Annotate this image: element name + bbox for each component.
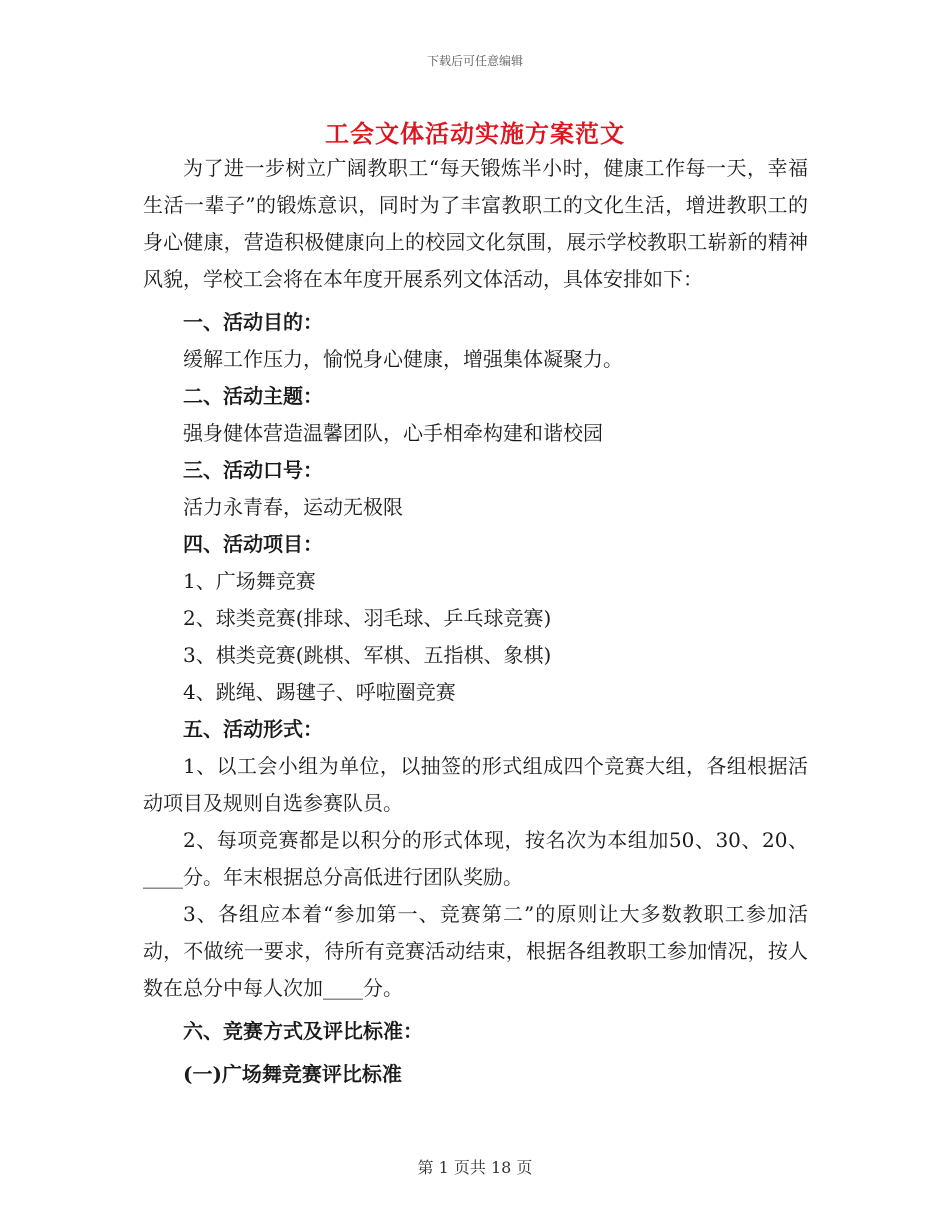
list-item: 2、球类竞赛(排球、羽毛球、乒乓球竞赛) <box>183 606 552 630</box>
form-paragraph: 2、每项竞赛都是以积分的形式体现，按名次为本组加50、30、20、____分。年末根据总分高低进行团队奖励。 <box>143 828 808 889</box>
header-note: 下载后可任意编辑 <box>426 54 523 68</box>
criteria-heading: 六、竞赛方式及评比标准： <box>183 1019 423 1043</box>
theme-heading: 二、活动主题： <box>183 384 323 408</box>
purpose-text: 缓解工作压力，愉悦身心健康，增强集体凝聚力。 <box>183 347 623 371</box>
page-title: 工会文体活动实施方案范文 <box>325 119 625 148</box>
criteria-subheading: (一)广场舞竞赛评比标准 <box>183 1062 402 1086</box>
purpose-heading: 一、活动目的： <box>183 310 323 334</box>
form-heading: 五、活动形式： <box>183 717 323 741</box>
list-item: 3、棋类竞赛(跳棋、军棋、五指棋、象棋) <box>183 643 552 667</box>
theme-text: 强身健体营造温馨团队，心手相牵构建和谐校园 <box>183 421 603 445</box>
form-paragraph: 1、以工会小组为单位，以抽签的形式组成四个竞赛大组，各组根据活动项目及规则自选参赛队员。 <box>143 754 808 815</box>
list-item: 1、广场舞竞赛 <box>183 569 316 593</box>
form-paragraph: 3、各组应本着“参加第一、竞赛第二”的原则让大多数教职工参加活动，不做统一要求，待所有竞赛活动结束，根据各组教职工参加情况，按人数在总分中每人次加____分。 <box>143 902 808 1000</box>
list-item: 4、跳绳、踢毽子、呼啦圈竞赛 <box>183 680 456 704</box>
intro-paragraph: 为了进一步树立广阔教职工“每天锻炼半小时，健康工作每一天，幸福生活一辈子”的锻炼意识，同时为了丰富教职工的文化生活，增进教职工的身心健康，营造积极健康向上的校园文化氛围，展示学校教职工崭新的精神风貌，学校工会将在本年度开展系列文体活动，具体安排如下： <box>143 156 808 291</box>
slogan-heading: 三、活动口号： <box>183 458 323 482</box>
document-body <box>143 150 808 1093</box>
items-heading: 四、活动项目： <box>183 532 323 556</box>
slogan-text: 活力永青春，运动无极限 <box>183 495 403 519</box>
page-footer: 第 1 页共 18 页 <box>417 1158 533 1177</box>
